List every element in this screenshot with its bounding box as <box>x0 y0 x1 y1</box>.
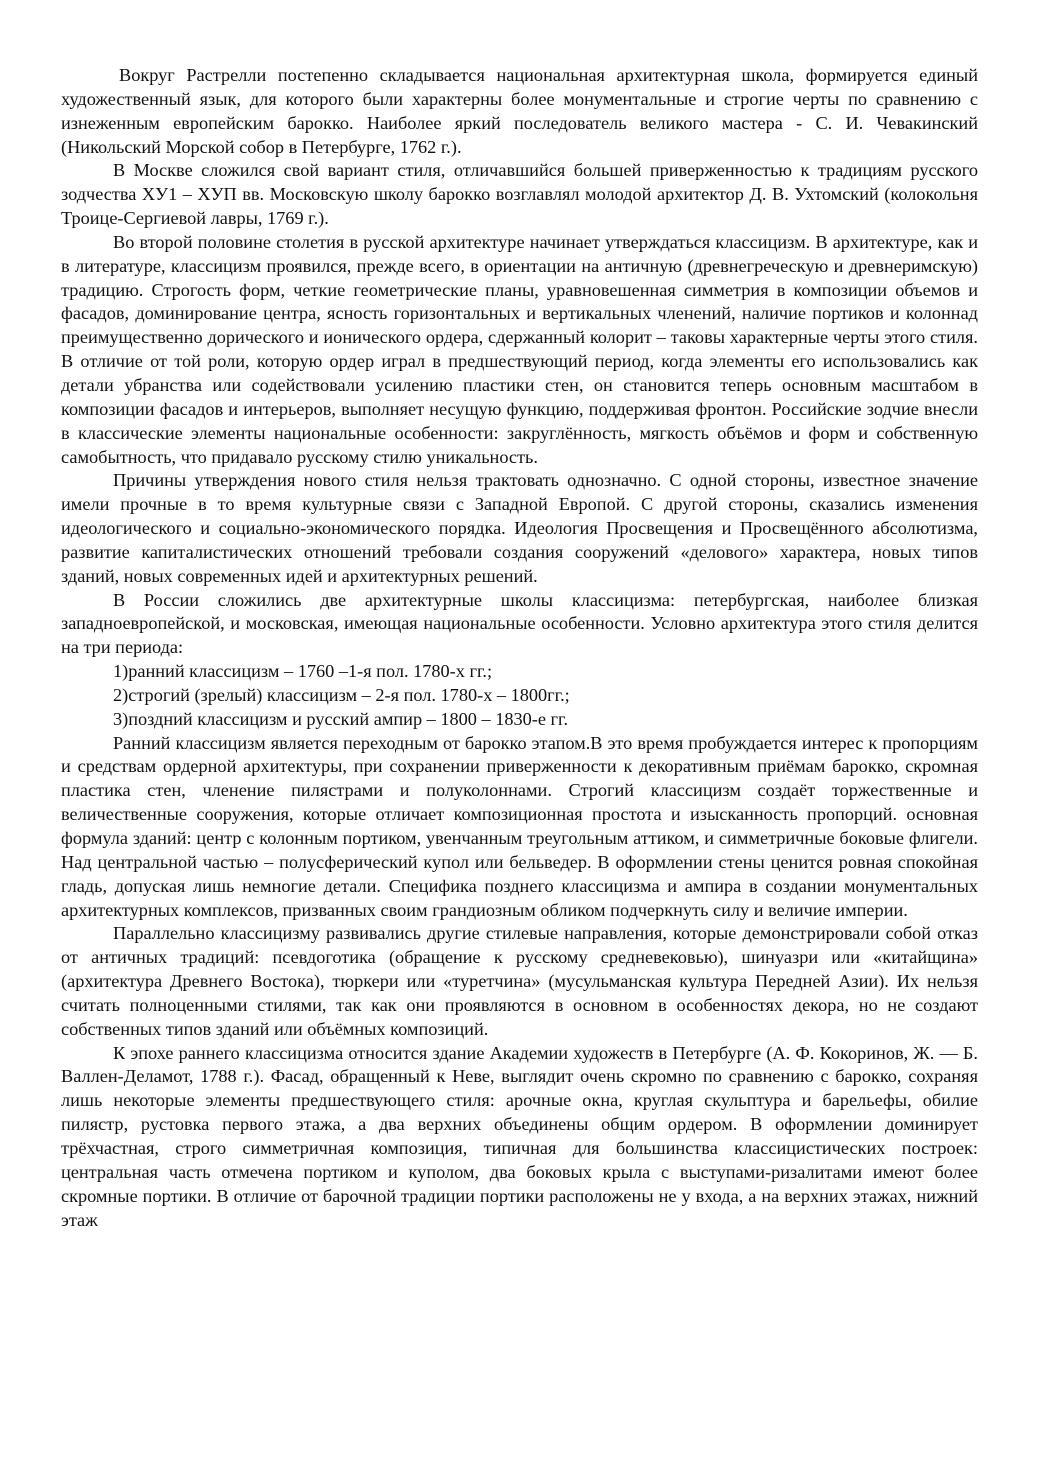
paragraph-rastrelli-school: Вокруг Растрелли постепенно складывается национальная архитектурная школа, формируется единый художественный язык, для которого были характерны более монументальные и строгие черты по сравнению с изнеженным европейским барокко. Наиболее яркий последователь великого мастера - С. И. Чевакинский (Никольский Морской собор в Петербурге, 1762 г.). <box>61 65 978 157</box>
list-item-strict-classicism: 2)строгий (зрелый) классицизм – 2-я пол. 1780-х – 1800гг.; <box>113 684 570 705</box>
paragraph-early-classicism: Ранний классицизм является переходным от барокко этапом.В это время пробуждается интерес к пропорциям и средствам ордерной архитектуры, при сохранении приверженности к декоративным приёмам барокко, скромная пластика стен, членение пилястрами и полуколоннами. Строгий классицизм создаёт торжественные и величественные сооружения, которые отличает композиционная простота и изысканность пропорций. основная формула зданий: центр с колонным портиком, увенчанным треугольным аттиком, и симметричные боковые флигели. Над центральной частью – полусферический купол или бельведер. В оформлении стены ценится ровная спокойная гладь, допуская лишь немногие детали. Специфика позднего классицизма и ампира в создании монументальных архитектурных комплексов, призванных своим грандиозным обликом подчеркнуть силу и величие империи. <box>61 732 978 920</box>
paragraph-classicism-features: Во второй половине столетия в русской архитектуре начинает утверждаться классицизм. В архитектуре, как и в литературе, классицизм проявился, прежде всего, в ориентации на античную (древнегреческую и древнеримскую) традицию. Строгость форм, четкие геометрические планы, уравновешенная симметрия в композиции объемов и фасадов, доминирование центра, ясность горизонтальных и вертикальных членений, наличие портиков и колоннад преимущественно дорического и ионического ордера, сдержанный колорит – таковы характерные черты этого стиля. В отличие от той роли, которую ордер играл в предшествующий период, когда элементы его использовались как детали убранства или содействовали усилению пластики стен, он становится теперь основным масштабом в композиции фасадов и интерьеров, выполняет несущую функцию, поддерживая фронтон. Российские зодчие внесли в классические элементы национальные особенности: закруглённость, мягкость объёмов и форм и собственную самобытность, что придавало русскому стилю уникальность. <box>61 231 978 467</box>
paragraph-academy-of-arts: К эпохе раннего классицизма относится здание Академии художеств в Петербурге (А. Ф. Кокоринов, Ж. — Б. Валлен-Деламот, 1788 г.). Фасад, обращенный к Неве, выглядит очень скромно по сравнению с барокко, сохраняя лишь некоторые элементы предшествующего стиля: арочные окна, круглая скульптура и барельефы, обилие пилястр, рустовка первого этажа, а два верхних объединены общим ордером. В оформлении доминирует трёхчастная, строго симметричная композиция, типичная для большинства классицистических построек: центральная часть отмечена портиком и куполом, два боковых крыла с выступами-ризалитами имеют более скромные портики. В отличие от барочной традиции портики расположены не у входа, а на верхних этажах, нижний этаж <box>61 1042 978 1230</box>
document-page <box>61 64 978 1232</box>
paragraph-style-reasons: Причины утверждения нового стиля нельзя трактовать однозначно. С одной стороны, известное значение имели прочные в то время культурные связи с Западной Европой. С другой стороны, сказались изменения идеологического и социально-экономического порядка. Идеология Просвещения и Просвещённого абсолютизма, развитие капиталистических отношений требовали создания сооружений «делового» характера, новых типов зданий, новых современных идей и архитектурных решений. <box>61 470 978 586</box>
list-item-early-classicism: 1)ранний классицизм – 1760 –1-я пол. 1780-х гг.; <box>113 661 493 682</box>
paragraph-parallel-styles: Параллельно классицизму развивались другие стилевые направления, которые демонстрировали собой отказ от античных традиций: псевдоготика (обращение к русскому средневековью), шинуазри или «китайщина» (архитектура Древнего Востока), тюркери или «туретчина» (мусульманская культура Передней Азии). Их нельзя считать полноценными стилями, так как они проявляются в основном в особенностях декора, но не создают собственных типов зданий или объёмных композиций. <box>61 923 978 1039</box>
paragraph-two-schools: В России сложились две архитектурные школы классицизма: петербургская, наиболее близкая западноевропейской, и московская, имеющая национальные особенности. Условно архитектура этого стиля делится на три периода: <box>61 589 978 658</box>
list-item-late-classicism: 3)поздний классицизм и русский ампир – 1800 – 1830-е гг. <box>113 708 569 729</box>
paragraph-moscow-school: В Москве сложился свой вариант стиля, отличавшийся большей приверженностью к традициям русского зодчества ХУ1 – ХУП вв. Московскую школу барокко возглавлял молодой архитектор Д. В. Ухтомский (колокольня Троице-Сергиевой лавры, 1769 г.). <box>61 160 978 229</box>
